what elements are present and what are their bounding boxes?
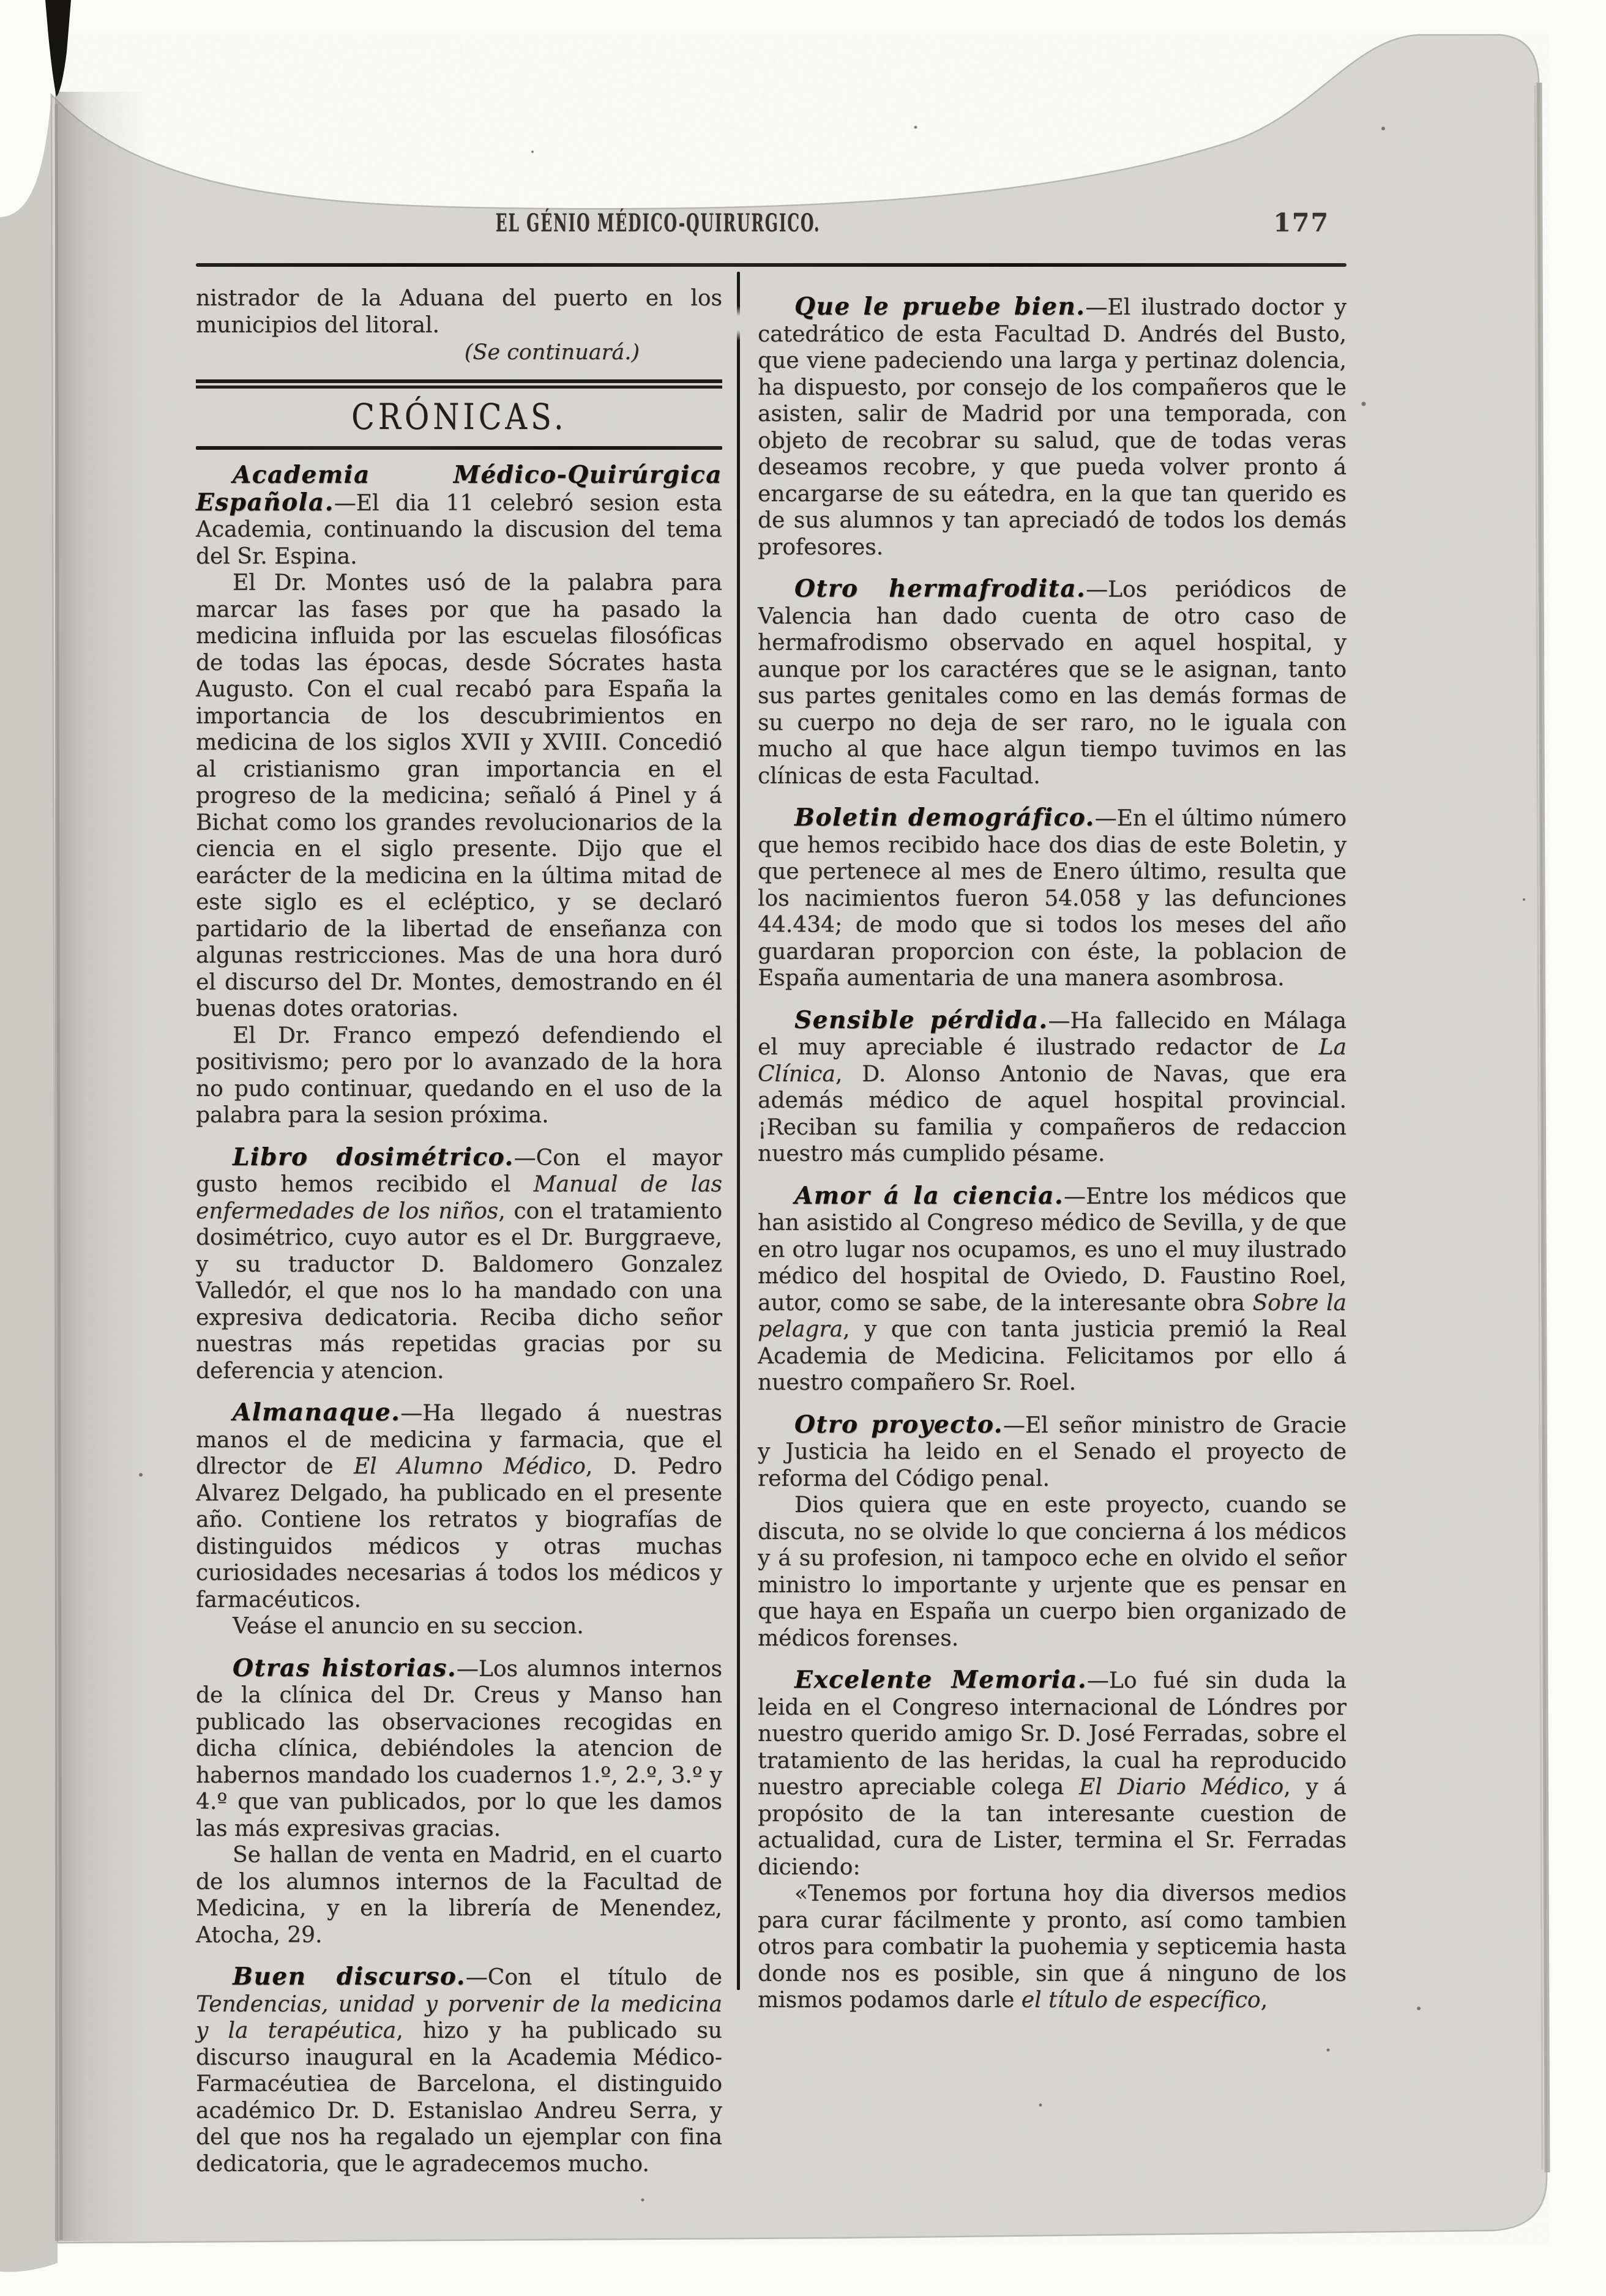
article-text: —El señor ministro de Gracie y Justicia ha leido en el Senado el proyecto de reforma del Código penal.	[758, 1412, 1346, 1491]
article-paragraph: El Dr. Franco empezó defendiendo el positivismo; pero por lo avanzado de la hora no pudo continuar, quedando en el uso de la palabra para la sesion próxima.	[196, 1023, 722, 1128]
article-title: Otro proyecto.	[794, 1410, 1003, 1439]
article-boletin-demografico	[758, 805, 1346, 992]
article-que-le-pruebe-bien	[758, 294, 1346, 561]
section-double-rule	[196, 379, 722, 389]
cronicas-heading	[196, 397, 722, 436]
article-otras-historias	[196, 1655, 722, 1949]
article-paragraph	[196, 1144, 722, 1385]
article-title: Otras historias.	[233, 1653, 457, 1682]
article-paragraph	[758, 294, 1346, 561]
column-divider-rule	[737, 272, 740, 1990]
article-paragraph	[196, 1400, 722, 1613]
article-title: Otro hermafrodita.	[794, 575, 1086, 603]
article-text: —Con el mayor gusto hemos recibido el Manual de las enfermedades de los niños, con el tratamiento dosimétrico, cuyo autor es el Dr. Burggraeve, y su traductor D. Baldomero Gonzalez Valledór, el que nos lo ha mandado con una expresiva dedicatoria. Reciba dicho señor nuestras más repetidas gracias por su deferencia y atencion.	[196, 1145, 722, 1384]
article-title: Sensible pérdida.	[794, 1005, 1048, 1034]
article-title: Almanaque.	[233, 1398, 401, 1426]
article-paragraph	[758, 805, 1346, 992]
article-paragraph	[758, 576, 1346, 789]
article-title: Boletin demográfico.	[794, 803, 1095, 832]
article-text: —Los periódicos de Valencia han dado cuenta de otro caso de hermafrodismo observado en aquel hospital, y aunque por los caractéres que se le asignan, tanto sus partes genitales como en las demás formas de su cuerpo no deja de ser raro, no le iguala con mucho al que hace algun tiempo tuvimos en las clínicas de esta Facultad.	[758, 577, 1346, 789]
article-text: —Con el título de Tendencias, unidad y porvenir de la medicina y la terapéutica, hizo y ha publicado su discurso inaugural en la Academia Médico-Farmacéutiea de Barcelona, el distinguido académico Dr. D. Estanislao Andreu Serra, y del que nos ha regalado un ejemplar con fina dedicatoria, que le agradecemos mucho.	[196, 1965, 722, 2177]
article-amor-a-la-ciencia	[758, 1183, 1346, 1396]
article-title: Buen discurso.	[233, 1962, 466, 1991]
article-academia	[196, 462, 722, 1129]
article-paragraph: Dios quiera que en este proyecto, cuando se discuta, no se olvide lo que concierna á los médicos y á su profesion, ni tampoco eche en olvido el señor ministro lo importante y urjente que es pensar en que haya en España un cuerpo bien organizado de médicos forenses.	[758, 1493, 1346, 1651]
article-text: —Ha fallecido en Málaga el muy apreciable é ilustrado redactor de La Clínica, D. Alonso Antonio de Navas, que era además médico de aquel hospital provincial. ¡Reciban su familia y compañeros de redaccion nuestro más cumplido pésame.	[758, 1008, 1346, 1166]
article-text: —Lo fué sin duda la leida en el Congreso internacional de Lóndres por nuestro querido amigo Sr. D. José Ferradas, sobre el tratamiento de las heridas, la cual ha reproducido nuestro apreciable colega El Diario Médico, y á propósito de la tan interesante cuestion de actualidad, cura de Lister, termina el Sr. Ferradas diciendo:	[758, 1668, 1346, 1880]
article-title: Academia Médico-Quirúrgica Española.	[196, 461, 722, 516]
article-paragraph: Se hallan de venta en Madrid, en el cuarto de los alumnos internos de la Facultad de Medicina, y en la librería de Menendez, Atocha, 29.	[196, 1843, 722, 1948]
masthead-rule	[196, 263, 1346, 267]
article-paragraph	[758, 1667, 1346, 1880]
article-libro-dosimetrico	[196, 1144, 722, 1385]
page-number: 177	[1273, 208, 1329, 237]
article-title: Amor á la ciencia.	[794, 1181, 1064, 1210]
article-buen-discurso	[196, 1964, 722, 2177]
journal-title-text: EL GÉNIO MÉDICO-QUIRURGICO.	[495, 209, 821, 237]
article-title: Excelente Memoria.	[794, 1666, 1087, 1694]
article-paragraph: «Tenemos por fortuna hoy dia diversos medios para curar fácilmente y pronto, así como tambien otros para combatir la puohemia y septicemia hasta donde nos es posible, sin que á ninguno de los mismos podamos darle el título de específico,	[758, 1881, 1346, 2013]
article-text: —El ilustrado doctor y catedrático de esta Facultad D. Andrés del Busto, que viene padeciendo una larga y pertinaz dolencia, ha dispuesto, por consejo de los compañeros que le asisten, salir de Madrid por una temporada, con objeto de recobrar su salud, que de todas veras deseamos recobre, y que pueda volver pronto á encargarse de su eátedra, en la que tan querido es de sus alumnos y tan apreciadó de todos los demás profesores.	[758, 295, 1346, 560]
article-text: —En el último número que hemos recibido hace dos dias de este Boletin, y que pertenece al mes de Enero último, resulta que los nacimientos fueron 54.058 y las defunciones 44.434; de modo que si todos los meses del año guardaran proporcion con éste, la poblacion de España aumentaria de una manera asombrosa.	[758, 806, 1346, 991]
cronicas-heading-text: CRÓNICAS.	[351, 396, 567, 438]
article-paragraph: Veáse el anuncio en su seccion.	[233, 1614, 584, 1639]
text-columns	[196, 285, 1346, 2177]
gutter-shadow	[55, 92, 147, 2241]
right-column	[758, 285, 1346, 2014]
continuation-note: (Se continuará.)	[464, 340, 640, 365]
article-title: Que le pruebe bien.	[794, 293, 1086, 321]
article-paragraph	[196, 1964, 722, 2177]
journal-title	[396, 207, 920, 240]
article-paragraph	[758, 1412, 1346, 1493]
masthead	[196, 207, 1346, 240]
gutter-page-sliver	[0, 95, 58, 2272]
article-text: —Ha llegado á nuestras manos el de medicina y farmacia, que el dlrector de El Alumno Médico, D. Pedro Alvarez Delgado, ha publicado en el presente año. Contiene los retratos y biografías de distinguidos médicos y otras muchas curiosidades necesarias á todos los médicos y farmacéuticos.	[196, 1401, 722, 1612]
cronicas-rule	[196, 446, 722, 450]
article-paragraph: El Dr. Montes usó de la palabra para marcar las fases por que ha pasado la medicina influida por las escuelas filosóficas de todas las épocas, desde Sócrates hasta Augusto. Con el cual recabó para España la importancia de los descubrimientos en medicina de los siglos XVII y XVIII. Concedió al cristianismo gran importancia en el progreso de la medicina; señaló á Pinel y á Bichat como los grandes revolucionarios de la ciencia en el siglo presente. Dijo que el earácter de la medicina en la última mitad de este siglo es el ecléptico, y se declaró partidario de la libertad de enseñanza con algunas restricciones. Mas de una hora duró el discurso del Dr. Montes, demostrando en él buenas dotes oratorias.	[196, 570, 722, 1021]
article-paragraph	[196, 1655, 722, 1843]
article-almanaque	[196, 1400, 722, 1640]
article-text: —Entre los médicos que han asistido al Congreso médico de Sevilla, y de que en otro lugar nos ocupamos, es uno el muy ilustrado médico del hospital de Oviedo, D. Faustino Roel, autor, como se sabe, de la interesante obra Sobre la pelagra, y que con tanta justicia premió la Real Academia de Medicina. Felicitamos por ello á nuestro compañero Sr. Roel.	[758, 1183, 1346, 1395]
article-otro-proyecto	[758, 1412, 1346, 1652]
carryover-paragraph: nistrador de la Aduana del puerto en los municipios del litoral.	[196, 286, 722, 338]
article-paragraph	[758, 1183, 1346, 1396]
article-paragraph	[196, 462, 722, 570]
article-excelente-memoria	[758, 1667, 1346, 2014]
left-column	[196, 285, 722, 2177]
article-sensible-perdida	[758, 1007, 1346, 1168]
article-text: —El dia 11 celebró sesion esta Academia, continuando la discusion del tema del Sr. Espina.	[196, 490, 722, 569]
article-otro-hermafrodita	[758, 576, 1346, 789]
article-text: —Los alumnos internos de la clínica del Dr. Creus y Manso han publicado las observaciones recogidas en dicha clínica, debiéndoles la atencion de habernos mandado los cuadernos 1.º, 2.º, 3.º y 4.º que van publicados, por lo que les damos las más expresivas gracias.	[196, 1656, 722, 1841]
article-paragraph	[758, 1007, 1346, 1168]
article-title: Libro dosimétrico.	[233, 1142, 514, 1171]
printed-page-content	[196, 207, 1346, 2177]
